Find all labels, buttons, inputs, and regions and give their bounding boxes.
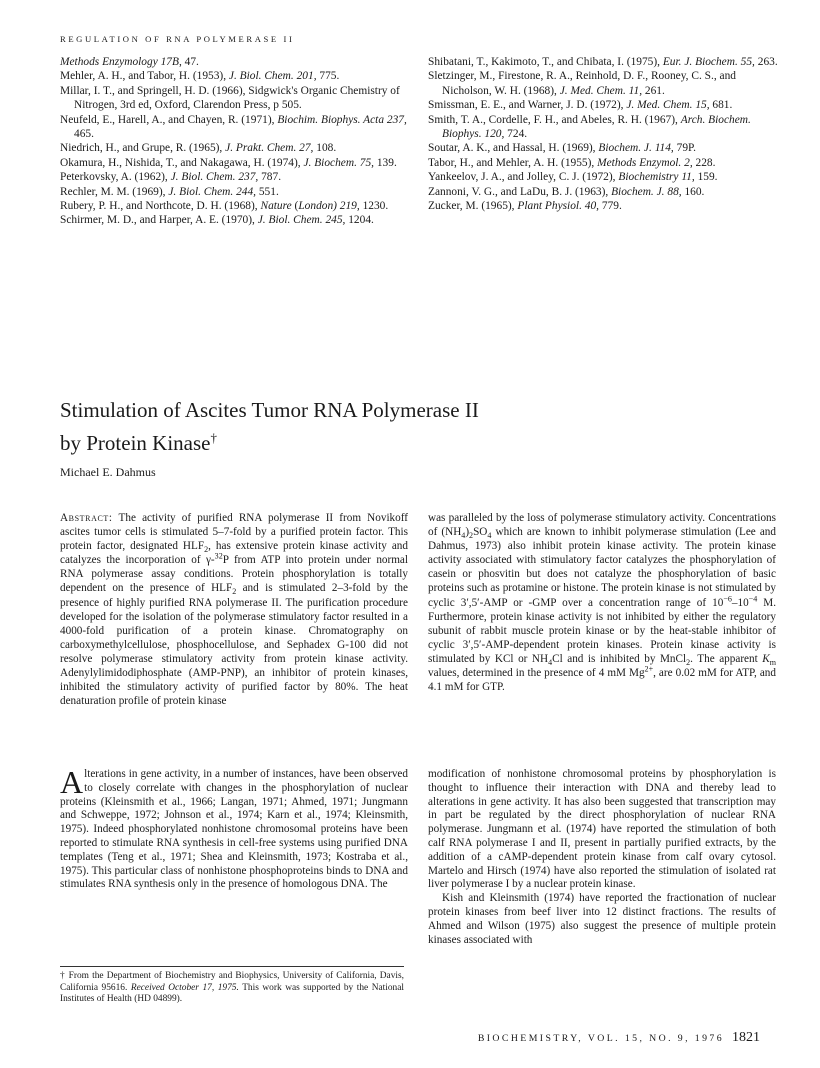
references-right-column (428, 55, 783, 213)
references-left-column (60, 55, 415, 228)
reference-entry: Tabor, H., and Mehler, A. H. (1955), Methods Enzymol. 2, 228. (428, 156, 716, 169)
reference-entry: Schirmer, M. D., and Harper, A. E. (1970), J. Biol. Chem. 245, 1204. (60, 214, 374, 227)
reference-entry: Okamura, H., Nishida, T., and Nakagawa, H. (1974), J. Biochem. 75, 139. (60, 156, 397, 169)
article-title-line-2: by Protein Kinase (60, 431, 211, 455)
body-left-column (60, 764, 408, 892)
reference-entry: Yankeelov, J. A., and Jolley, C. J. (1972), Biochemistry 11, 159. (428, 171, 718, 184)
author-name: Michael E. Dahmus (60, 465, 156, 479)
reference-entry: Soutar, A. K., and Hassal, H. (1969), Biochem. J. 114, 79P. (428, 142, 696, 155)
footnote-rule (60, 966, 404, 967)
footnote: † From the Department of Biochemistry and Biophysics, University of California, Davis, California 95616. Received October 17, 1975. This work was supported by the National Institutes of Health (HD 04899). (60, 971, 404, 1005)
journal-footer (478, 1030, 760, 1046)
running-head: REGULATION OF RNA POLYMERASE II (60, 34, 295, 44)
abstract-left-text: The activity of purified RNA polymerase II from Novikoff ascites tumor cells is stimulated 5–7-fold by a purified protein factor. This protein factor, designated $HLF_2$, has extensive protein kinase activity and catalyzes the incorporation of γ-$^{32}$P from ATP into protein under normal RNA polymerase assay conditions. Protein phosphorylation is totally dependent on the presence of $HLF_2$ and is stimulated 2–3-fold by the presence of highly purified RNA polymerase II. The purification procedure developed for the isolation of the polymerase stimulatory factor resulted in a 4000-fold purification of a protein kinase. Chromatography on carboxymethylcellulose, phosphocellulose, and Sephadex G-100 did not resolve polymerase stimulatory activity from protein kinase activity. Adenylylimidodiphosphate (AMP-PNP), an inhibitor of protein kinases, inhibited the stimulatory activity of purified factor by 80%. The heat denaturation profile of protein kinase (60, 512, 409, 708)
reference-entry: Smith, T. A., Cordelle, F. H., and Abeles, R. H. (1967), Arch. Biochem. Biophys. 120, 724. (428, 113, 751, 141)
reference-entry: Peterkovsky, A. (1962), J. Biol. Chem. 237, 787. (60, 171, 282, 184)
body-right-column (428, 768, 776, 947)
article-title (60, 396, 479, 457)
journal-citation: BIOCHEMISTRY, VOL. 15, NO. 9, 1976 (477, 1033, 724, 1044)
reference-entry: Millar, I. T., and Springell, H. D. (1966), Sidgwick's Organic Chemistry of Nitrogen, 3rd ed, Oxford, Clarendon Press, p 505. (60, 84, 400, 112)
drop-cap: A (60, 764, 84, 800)
body-paragraph-1: lterations in gene activity, in a number of instances, have been observed to closely correlate with changes in the phosphorylation of nuclear proteins (Kleinsmith et al., 1966; Langan, 1971; Ahmed, 1971; Jungmann and Schweppe, 1972; Johnson et al., 1974; Karn et al., 1974; Kleinsmith, 1975). Indeed phosphorylated nonhistone chromosomal proteins have been reported to stimulate RNA synthesis in cell-free systems using purified DNA templates (Teng et al., 1971; Shea and Kleinsmith, 1973; Kostraba et al., 1975). This particular class of nonhistone phosphoproteins binds to DNA and stimulates RNA synthesis only in the presence of homologous DNA. The (60, 768, 408, 891)
body-paragraph-2: modification of nonhistone chromosomal proteins by phosphorylation is thought to influence their interaction with DNA and thereby lead to alterations in gene activity. It has also been suggested that transcription may in part be regulated by the direct phosphorylation of nuclear RNA polymerase. Jungmann et al. (1974) have reported the stimulation of both calf RNA polymerase I and II, present in partially purified extracts, by the addition of a cAMP-dependent protein kinase from calf ovary cytosol. Martelo and Hirsch (1974) have also reported the stimulation of isolated rat liver polymerase I by a nuclear protein kinase. (428, 768, 776, 891)
reference-entry: Methods Enzymology 17B, 47. (60, 56, 199, 68)
article-title-line-1: Stimulation of Ascites Tumor RNA Polymerase II (60, 398, 479, 422)
reference-entry: Rechler, M. M. (1969), J. Biol. Chem. 244, 551. (60, 185, 279, 198)
abstract-left-column (60, 511, 408, 708)
reference-entry: Sletzinger, M., Firestone, R. A., Reinhold, D. F., Rooney, C. S., and Nicholson, W. H. (1968), J. Med. Chem. 11, 261. (428, 70, 736, 97)
reference-entry: Rubery, P. H., and Northcote, D. H. (1968), Nature (London) 219, 1230. (60, 200, 389, 213)
body-paragraph-3: Kish and Kleinsmith (1974) have reported the fractionation of nuclear protein kinases from beef liver into 12 distinct fractions. The results of Ahmed and Wilson (1975) also suggest the presence of multiple protein kinases associated with (428, 892, 776, 946)
reference-entry: Zannoni, V. G., and LaDu, B. J. (1963), Biochem. J. 88, 160. (428, 185, 705, 198)
reference-entry: Neufeld, E., Harell, A., and Chayen, R. (1971), Biochim. Biophys. Acta 237, 465. (60, 113, 407, 141)
reference-entry: Zucker, M. (1965), Plant Physiol. 40, 779. (428, 200, 622, 213)
abstract-right-column: was paralleled by the loss of polymerase stimulatory activity. Concentrations of $(NH_4)_2SO_4$ which are known to inhibit polymerase stimulation (Lee and Dahmus, 1973) also inhibit protein kinase activity. The protein kinase activity associated with stimulatory factor catalyzes the phosphorylation of casein or phosvitin but does not catalyze the phosphorylation of basic proteins such as protamine or histone. The protein kinase is not stimulated by cyclic 3′,5′-AMP or -GMP over a concentration range of $10^{-6}-10^{-4}$ M. Furthermore, protein kinase activity is not inhibited by either the regulatory subunit of rabbit muscle protein kinase or by the heat-stable inhibitor of cyclic 3′,5′-AMP-dependent protein kinases. Protein kinase activity is stimulated by KCl or $NH_4Cl$ and is inhibited by MnCl$_2$. The apparent $K_m$ values, determined in the presence of 4 mM $Mg^{2+}$, are 0.02 mM for ATP, and 4.1 mM for GTP. (428, 512, 776, 694)
reference-entry: Shibatani, T., Kakimoto, T., and Chibata, I. (1975), Eur. J. Biochem. 55, 263. (428, 56, 778, 68)
page-number: 1821 (732, 1030, 760, 1045)
reference-entry: Smissman, E. E., and Warner, J. D. (1972), J. Med. Chem. 15, 681. (428, 99, 733, 112)
reference-entry: Niedrich, H., and Grupe, R. (1965), J. Prakt. Chem. 27, 108. (60, 142, 337, 155)
reference-entry: Mehler, A. H., and Tabor, H. (1953), J. Biol. Chem. 201, 775. (60, 70, 340, 83)
title-dagger: † (210, 430, 217, 445)
abstract-label: Abstract: (60, 512, 113, 524)
